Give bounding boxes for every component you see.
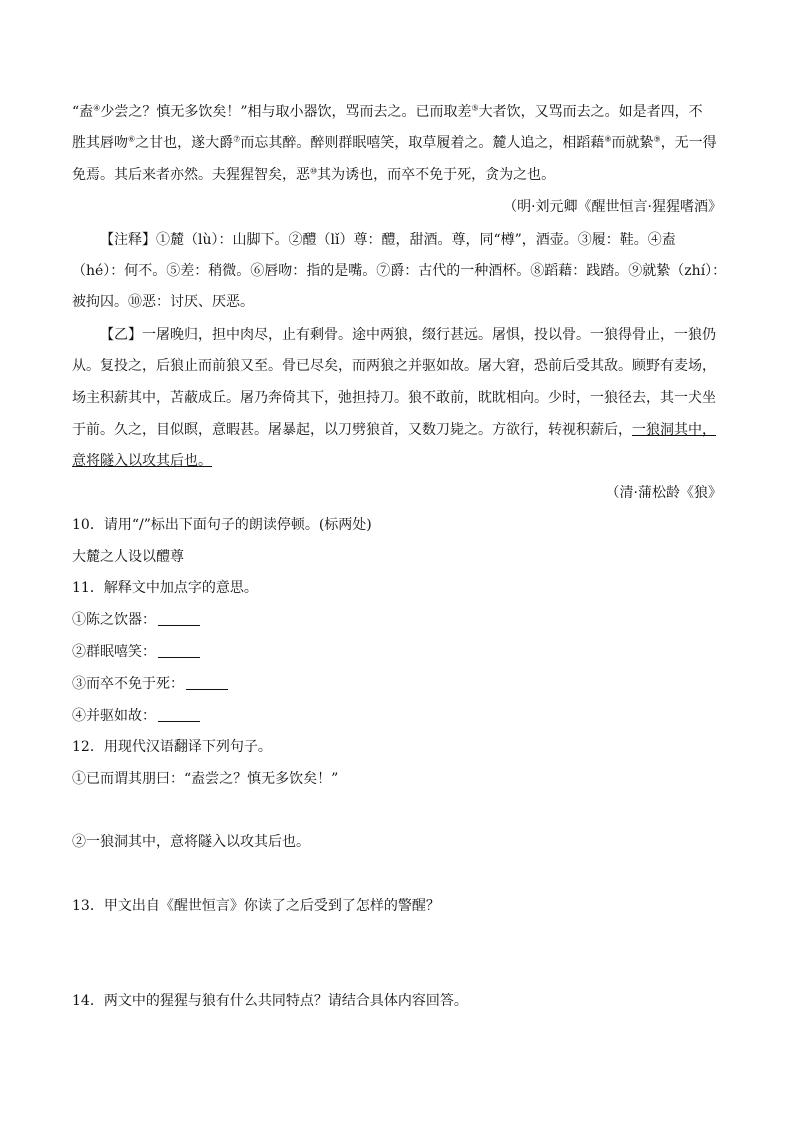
question-13: 13．甲文出自《醒世恒言》你读了之后受到了怎样的警醒？ (72, 898, 440, 914)
question-12-item-2: ②一狼洞其中，意将隧入以攻其后也。 (72, 834, 310, 850)
question-11-item-4 (72, 706, 200, 726)
note-marker: ⑤ (471, 103, 479, 113)
note-marker: ⑨ (653, 134, 661, 144)
passage-yi-source: （清·蒲松龄《狼》 (605, 485, 722, 501)
text-segment: 之甘也，遂大爵 (135, 135, 234, 151)
passage-yi-line-4 (72, 420, 716, 440)
note-marker: ⑦ (233, 134, 241, 144)
question-12-item-1: ①已而谓其朋曰：“盍尝之？慎无多饮矣！” (72, 771, 339, 787)
text-segment: 少尝之？慎无多饮矣！”相与取小器饮，骂而去之。已而取差 (100, 104, 472, 120)
text-segment: 而就絷 (611, 135, 654, 151)
passage-jia-source: （明·刘元卿《醒世恒言·猩猩嗜酒》 (503, 199, 722, 215)
question-11-item-2 (72, 642, 200, 662)
text-segment: 于前。久之，目似瞑，意暇甚。屠暴起，以刀劈狼首，又数刀毙之。方欲行，转视积薪后， (72, 422, 632, 438)
answer-blank[interactable] (158, 707, 200, 722)
passage-jia-line-1 (72, 102, 703, 122)
notes-line-1: 【注释】①麓（lù）：山脚下。②醴（lǐ）尊：醴，甜酒。尊，同“樽”，酒壶。③履：鞋。④盍 (100, 232, 676, 248)
passage-jia-line-3 (72, 165, 555, 185)
text-segment: 大者饮，又骂而去之。如是者四，不 (478, 104, 703, 120)
text-segment: 胜其唇吻 (72, 135, 128, 151)
underlined-sentence: 意将隧入以攻其后也。 (72, 453, 212, 469)
text-segment: 其为诱也，而卒不免于死，贪为之也。 (317, 167, 556, 183)
note-marker: ④ (93, 103, 101, 113)
text-segment: 而忘其醉。醉则群眠嘻笑，取草履着之。麓人追之，相蹈藉 (240, 135, 605, 151)
passage-yi-line-5 (72, 451, 212, 471)
question-14: 14．两文中的猩猩与狼有什么共同特点？请结合具体内容回答。 (72, 993, 468, 1009)
underlined-sentence: 一狼洞其中， (632, 422, 716, 438)
passage-yi-line-2: 从。复投之，后狼止而前狼又至。骨已尽矣，而两狼之并驱如故。屠大窘，恐前后受其敌。顾野有麦场， (72, 358, 716, 374)
item-label: ①陈之饮器： (72, 612, 156, 628)
passage-yi-line-3: 场主积薪其中，苫蔽成丘。屠乃奔倚其下，弛担持刀。狼不敢前，眈眈相向。少时，一狼径去，其一犬坐 (72, 390, 716, 406)
note-marker: ⑩ (310, 166, 318, 176)
item-label: ②群眠嘻笑： (72, 644, 156, 660)
passage-jia-line-2 (72, 133, 717, 153)
text-segment: ，无一得 (660, 135, 717, 151)
item-label: ③而卒不免于死： (72, 676, 184, 692)
question-10: 10．请用“/”标出下面句子的朗读停顿。(标两处) (72, 517, 372, 533)
text-segment: “盍 (72, 104, 94, 120)
question-11-item-1 (72, 610, 200, 630)
notes-line-3: 被拘囚。⑩恶：讨厌、厌恶。 (72, 294, 254, 310)
question-11-item-3 (72, 674, 228, 694)
text-segment: 免焉。其后来者亦然。夫猩猩智矣，恶 (72, 167, 310, 183)
note-marker: ⑧ (604, 134, 612, 144)
passage-yi-line-1: 【乙】一屠晚归，担中肉尽，止有剩骨。途中两狼，缀行甚远。屠惧，投以骨。一狼得骨止，一狼仍 (100, 327, 716, 343)
note-marker: ⑥ (128, 134, 136, 144)
item-label: ④并驱如故： (72, 708, 156, 724)
answer-blank[interactable] (158, 643, 200, 658)
question-10-sentence: 大麓之人设以醴尊 (72, 549, 184, 565)
question-12: 12．用现代汉语翻译下列句子。 (72, 739, 272, 755)
notes-line-2: （hé）：何不。⑤差：稍微。⑥唇吻：指的是嘴。⑦爵：古代的一种酒杯。⑧蹈藉：践踏。⑨就絷（zhí）： (72, 263, 727, 279)
answer-blank[interactable] (158, 611, 200, 626)
answer-blank[interactable] (186, 675, 228, 690)
question-11: 11．解释文中加点字的意思。 (72, 580, 258, 596)
